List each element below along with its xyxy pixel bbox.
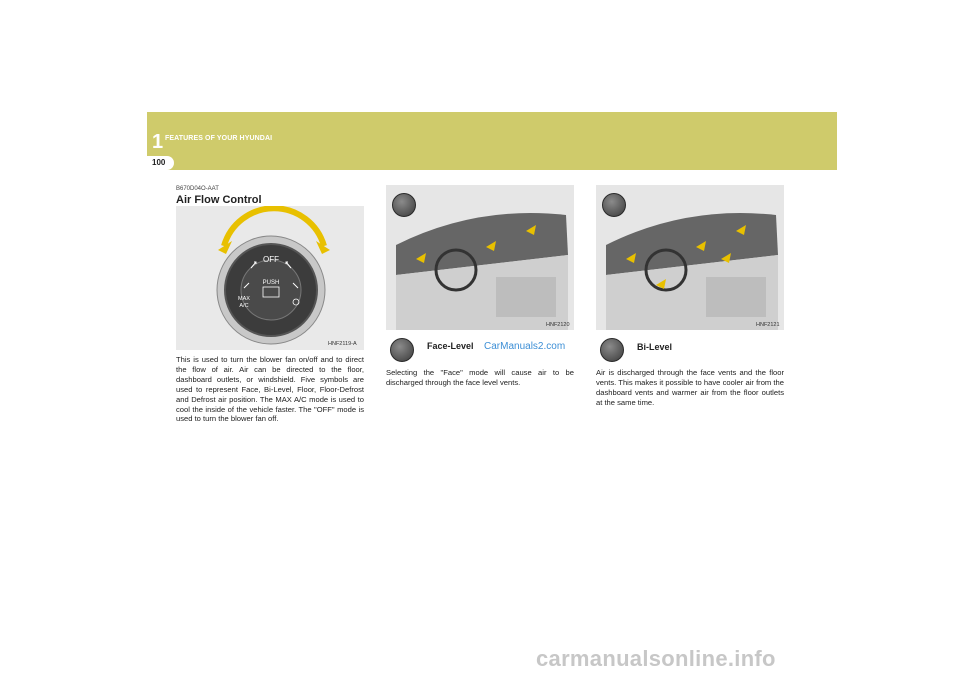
- knob-label-push: PUSH: [262, 280, 280, 286]
- knob-label-ac: A/C: [239, 303, 249, 309]
- figure-code: HNF2120: [546, 322, 570, 328]
- knob-label-max: MAX: [238, 296, 250, 302]
- page-number: 100: [152, 158, 166, 167]
- chapter-number: 1: [152, 131, 164, 153]
- bi-level-vent-icon: [600, 338, 624, 362]
- mode-label-face-level: Face-Level: [427, 341, 474, 351]
- left-column: [176, 182, 364, 206]
- knob-figure: [176, 206, 364, 350]
- mode-label-bi-level: Bi-Level: [637, 342, 673, 352]
- body-text: Selecting the "Face" mode will cause air to be discharged through the face level vents.: [386, 368, 574, 387]
- watermark-inline: CarManuals2.com: [484, 341, 566, 352]
- body-text: This is used to turn the blower fan on/off and to direct the flow of air. Air can be directed to the floor, dashboard outlets, or windshield. Five symbols are used to represent Face, Bi-Level, Floor, Floor-Defrost and Defrost air position. The MAX A/C mode is used to cool the inside of the vehicle faster. The "OFF" mode is used to turn the blower fan off.: [176, 355, 364, 424]
- figure-code: HNF2121: [756, 322, 780, 328]
- body-text: Air is discharged through the face vents and the floor vents. This makes it possible to have cooler air from the dashboard vents and warmer air from the floor outlets at the same time.: [596, 368, 784, 407]
- face-vent-icon: [392, 193, 416, 217]
- air-flow-knob-illustration: [176, 206, 364, 350]
- section-title: Air Flow Control: [176, 194, 262, 206]
- bi-level-vent-icon: [602, 193, 626, 217]
- section-code: B670D04O-AAT: [176, 186, 219, 192]
- knob-label-off: OFF: [263, 255, 279, 264]
- footer-watermark: carmanualsonline.info: [536, 646, 776, 671]
- chapter-title: FEATURES OF YOUR HYUNDAI: [165, 135, 273, 142]
- figure-code: HNF2119-A: [328, 341, 357, 347]
- face-vent-icon: [390, 338, 414, 362]
